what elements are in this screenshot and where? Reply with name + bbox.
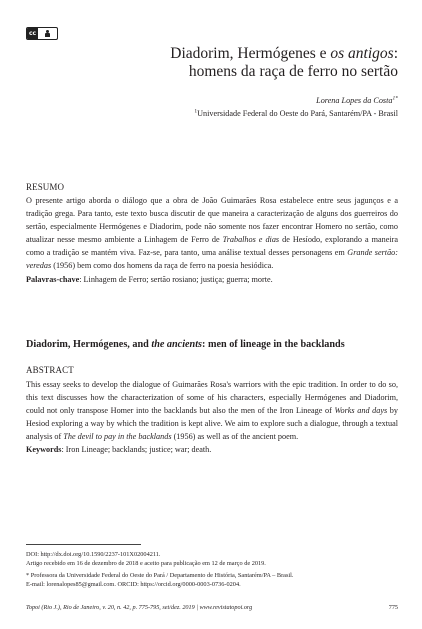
keywords: Keywords: Iron Lineage; backlands; justice; war; death.: [26, 445, 212, 455]
author-mark: 1*: [392, 95, 398, 102]
abstract-paragraph: This essay seeks to develop the dialogue of Guimarães Rosa's warriors with the epic tradition. In order to do so, this text discusses how the characterization of some of his characters, especially Hermógenes and Diadorim, could not only transpose Homer into the backlands but also the men of the Iron Lineage of Works and days by Hesiod exploring a way by which the tradition is kept alive. We aim to explore such a dialogue, through a textual analysis of The devil to pay in the backlands (1956) as well as of the ancient poem. Keywords: Iron Lineage; backlands; justice; war; death.: [26, 378, 398, 457]
title-line-1: Diadorim, Hermógenes e os antigos:: [170, 45, 398, 62]
footnote-doi[interactable]: DOI: http://dx.doi.org/10.1590/2237-101X02004211.: [26, 551, 161, 558]
footnote-contact[interactable]: E-mail: lorenalopes85@gmail.com. ORCID: https://orcid.org/0000-0003-0736-0204.: [26, 581, 241, 588]
resumo-paragraph: O presente artigo aborda o diálogo que a obra de João Guimarães Rosa estabelece entre seus jagunços e a tradição grega. Para tanto, este texto busca discutir de que maneira a caracterização de alguns dos guerreiros do sertão, especialmente Hermógenes e Diadorim, pode não somente nos fazer encontrar Homero no sertão, como atualizar nesse mesmo ambiente a Linhagem de Ferro de Trabalhos e dias de Hesíodo, explorando a maneira como a tradição se mantém viva. Faz-se, para tanto, uma análise textual desses personagens em Grande sertão: veredas (1956) bem como dos homens da raça de ferro na poesia hesiódica. Palavras-chave: Linhagem de Ferro; sertão rosiano; justiça; guerra; morte.: [26, 194, 398, 286]
palavras-chave: Palavras-chave: Linhagem de Ferro; sertão rosiano; justiça; guerra; morte.: [26, 274, 273, 284]
abstract-heading: ABSTRACT: [26, 365, 74, 375]
article-title: [98, 45, 398, 81]
cc-icon: cc: [28, 30, 37, 37]
footnote-divider: [26, 544, 141, 545]
resumo-heading: RESUMO: [26, 182, 65, 192]
page-number: 775: [388, 604, 398, 611]
journal-citation: Topoi (Rio J.), Rio de Janeiro, v. 20, n. 42, p. 775-795, set/dez. 2019 | www.revistatopoi.org: [26, 604, 253, 611]
footnote-affiliation: * Professora da Universidade Federal do Oeste do Pará / Departamento de História, Santarém/PA – Brasil.: [26, 572, 294, 579]
footnote-dates: Artigo recebido em 16 de dezembro de 2018 e aceito para publicação em 12 de março de 2019.: [26, 560, 266, 567]
attribution-icon: [38, 28, 57, 39]
creative-commons-badge[interactable]: [26, 27, 58, 40]
author-affiliation: $^1$Universidade Federal do Oeste do Pará, Santarém/PA - Brasil: [194, 108, 398, 118]
author-name: Lorena Lopes da Costa$^{1*}$: [316, 95, 398, 105]
english-title: Diadorim, Hermógenes, and the ancients: men of lineage in the backlands: [26, 339, 345, 350]
title-line-2: homens da raça de ferro no sertão: [188, 63, 398, 80]
